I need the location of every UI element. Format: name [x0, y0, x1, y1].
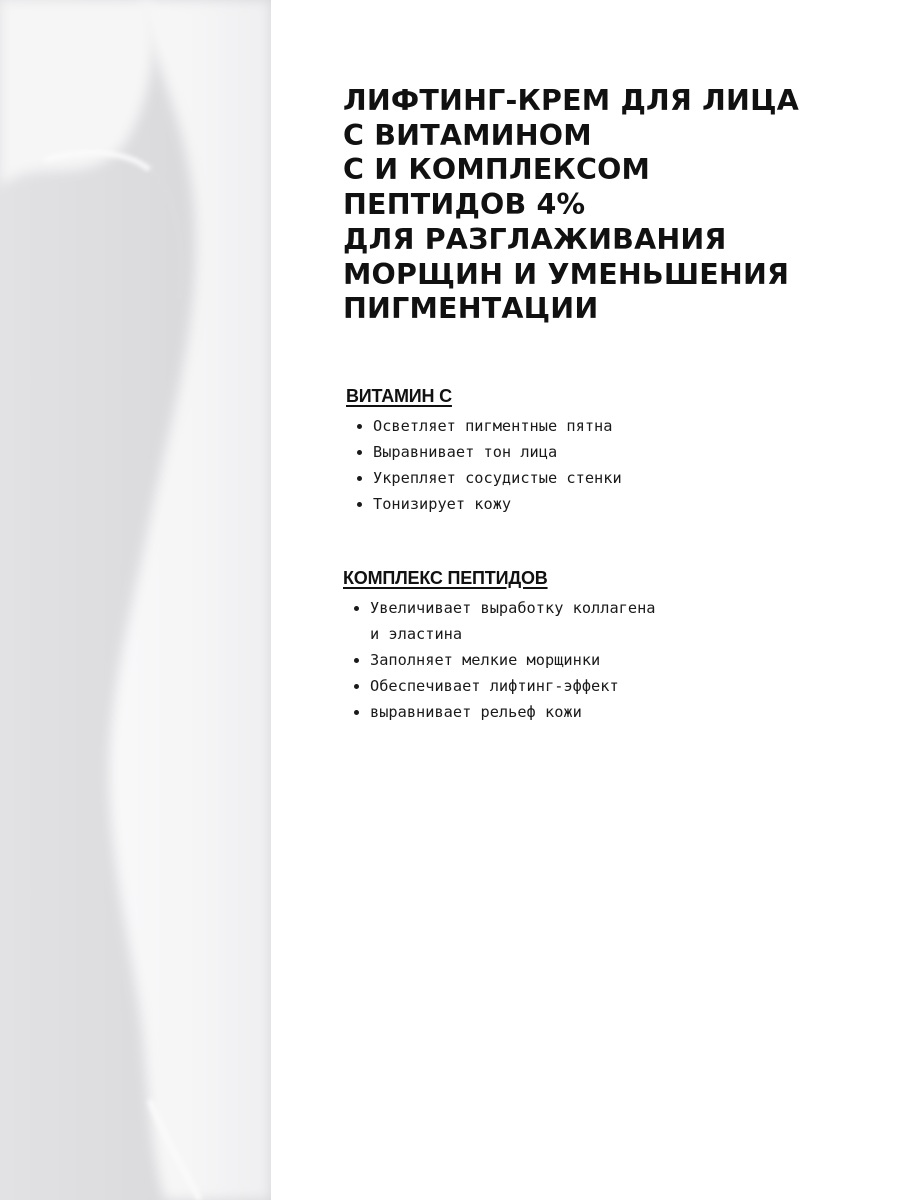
peptide-complex-heading: КОМПЛЕКС ПЕПТИДОВ [343, 568, 548, 588]
bullet-icon [354, 684, 359, 689]
bullet-icon [357, 476, 362, 481]
list-item [346, 439, 622, 465]
title-line: ДЛЯ РАЗГЛАЖИВАНИЯ [343, 222, 727, 256]
title-line: С ВИТАМИНОМ [343, 118, 592, 152]
list-item-text: Осветляет пигментные пятна [373, 417, 613, 435]
cream-swatch-graphic [0, 0, 271, 1200]
list-item-text: Увеличивает выработку коллагена [370, 599, 656, 617]
list-item [343, 673, 656, 699]
title-line: МОРЩИН И УМЕНЬШЕНИЯ [343, 257, 790, 291]
vitamin-c-section [346, 385, 622, 517]
title-line: С И КОМПЛЕКСОМ [343, 153, 651, 187]
list-item-text: Укрепляет сосудистые стенки [373, 469, 622, 487]
product-title [343, 84, 883, 327]
list-item-text: Тонизирует кожу [373, 495, 512, 513]
list-item [343, 595, 656, 647]
list-item [346, 491, 622, 517]
bullet-icon [354, 606, 359, 611]
bullet-icon [357, 450, 362, 455]
bullet-icon [354, 710, 359, 715]
cream-texture-image [0, 0, 271, 1200]
bullet-icon [354, 658, 359, 663]
list-item-text: Обеспечивает лифтинг-эффект [370, 677, 619, 695]
list-item [346, 465, 622, 491]
vitamin-c-heading: ВИТАМИН С [346, 386, 452, 406]
title-line: ПЕПТИДОВ 4% [343, 188, 586, 222]
list-item [343, 647, 656, 673]
list-item [346, 413, 622, 439]
list-item-text-continued: и эластина [370, 625, 463, 643]
bullet-icon [357, 424, 362, 429]
title-line: ЛИФТИНГ-КРЕМ ДЛЯ ЛИЦА [343, 84, 799, 117]
list-item-text: Заполняет мелкие морщинки [370, 651, 601, 669]
list-item-text: выравнивает рельеф кожи [370, 703, 582, 721]
list-item-text: Выравнивает тон лица [373, 443, 558, 461]
peptide-complex-section [343, 567, 656, 725]
bullet-icon [357, 502, 362, 507]
vitamin-c-benefits-list [346, 413, 622, 517]
product-description [343, 84, 883, 721]
list-item [343, 699, 656, 725]
peptide-benefits-list [343, 595, 656, 725]
title-line: ПИГМЕНТАЦИИ [343, 292, 599, 326]
